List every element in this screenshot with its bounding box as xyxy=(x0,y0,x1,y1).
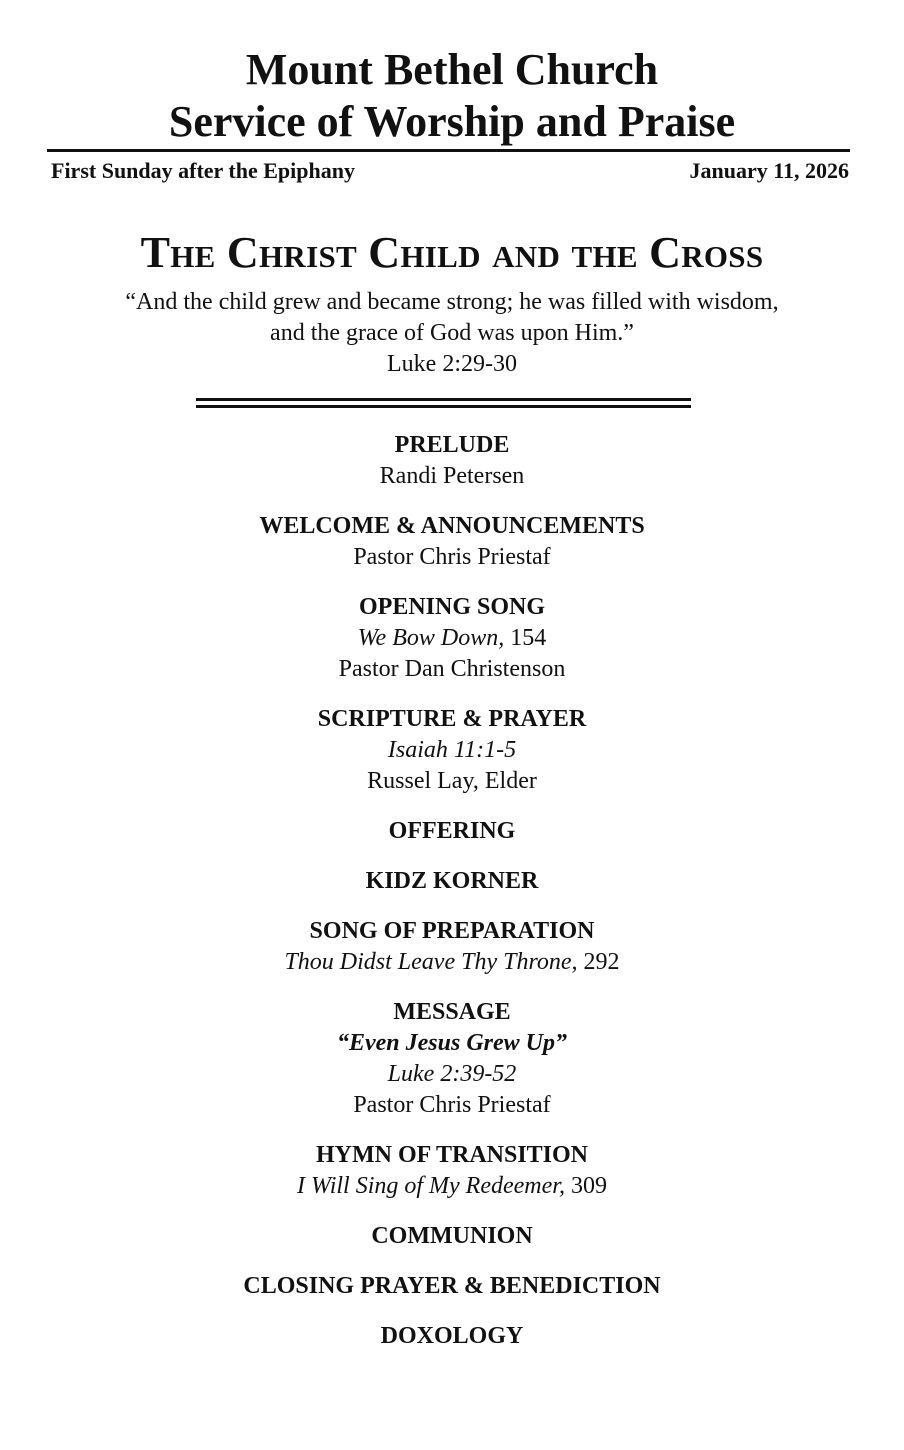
service-name: Service of Worship and Praise xyxy=(168,97,736,146)
order-item-closing xyxy=(0,1271,904,1302)
message-passage: Luke 2:39-52 xyxy=(387,1061,517,1087)
order-item-welcome xyxy=(0,511,904,573)
item-heading: OPENING SONG xyxy=(358,594,546,620)
item-leader: Pastor Dan Christenson xyxy=(338,656,566,682)
song-title: Thou Didst Leave Thy Throne, xyxy=(284,949,578,975)
theme-quote xyxy=(0,287,904,380)
item-heading: PRELUDE xyxy=(394,432,510,458)
quote-line: and the grace of God was upon Him.” xyxy=(270,320,634,346)
order-item-message xyxy=(0,997,904,1121)
double-divider xyxy=(196,398,691,408)
occasion-label: First Sunday after the Epiphany xyxy=(51,158,355,183)
quote-reference: Luke 2:29-30 xyxy=(387,351,517,377)
order-item-song-of-preparation xyxy=(0,916,904,978)
bulletin-header xyxy=(0,44,904,148)
order-item-hymn-of-transition xyxy=(0,1140,904,1202)
church-name: Mount Bethel Church xyxy=(245,45,659,94)
item-heading: COMMUNION xyxy=(371,1223,533,1249)
order-item-opening-song xyxy=(0,592,904,685)
song-line xyxy=(0,1171,904,1202)
song-number: 154 xyxy=(510,625,547,651)
quote-line: “And the child grew and became strong; he was filled with wisdom, xyxy=(125,289,779,315)
item-leader: Pastor Chris Priestaf xyxy=(353,544,551,570)
order-item-communion xyxy=(0,1221,904,1252)
item-heading: HYMN OF TRANSITION xyxy=(315,1142,589,1168)
order-item-doxology xyxy=(0,1321,904,1352)
order-item-offering xyxy=(0,816,904,847)
item-heading: SONG OF PREPARATION xyxy=(309,918,595,944)
order-item-scripture xyxy=(0,704,904,797)
song-title: I Will Sing of My Redeemer, xyxy=(297,1173,565,1199)
item-heading: WELCOME & ANNOUNCEMENTS xyxy=(259,513,645,539)
item-leader: Pastor Chris Priestaf xyxy=(353,1092,551,1118)
item-heading: MESSAGE xyxy=(393,999,511,1025)
song-number: 309 xyxy=(570,1173,607,1199)
item-leader: Randi Petersen xyxy=(379,463,525,489)
item-heading: SCRIPTURE & PRAYER xyxy=(317,706,587,732)
item-heading: CLOSING PRAYER & BENEDICTION xyxy=(243,1273,661,1299)
order-item-kidz-korner xyxy=(0,866,904,897)
item-heading: DOXOLOGY xyxy=(380,1323,524,1349)
message-title: “Even Jesus Grew Up” xyxy=(336,1030,567,1056)
order-item-prelude xyxy=(0,430,904,492)
order-of-worship xyxy=(0,430,904,1371)
service-date: January 11, 2026 xyxy=(689,158,849,183)
song-number: 292 xyxy=(583,949,620,975)
item-leader: Russel Lay, Elder xyxy=(367,768,537,794)
item-heading: OFFERING xyxy=(388,818,516,844)
theme-title: The Christ Child and the Cross xyxy=(140,228,764,277)
song-line xyxy=(0,623,904,654)
scripture-passage: Isaiah 11:1-5 xyxy=(387,737,517,763)
song-title: We Bow Down, xyxy=(357,625,505,651)
item-heading: KIDZ KORNER xyxy=(365,868,539,894)
song-line xyxy=(0,947,904,978)
header-divider xyxy=(47,149,850,152)
